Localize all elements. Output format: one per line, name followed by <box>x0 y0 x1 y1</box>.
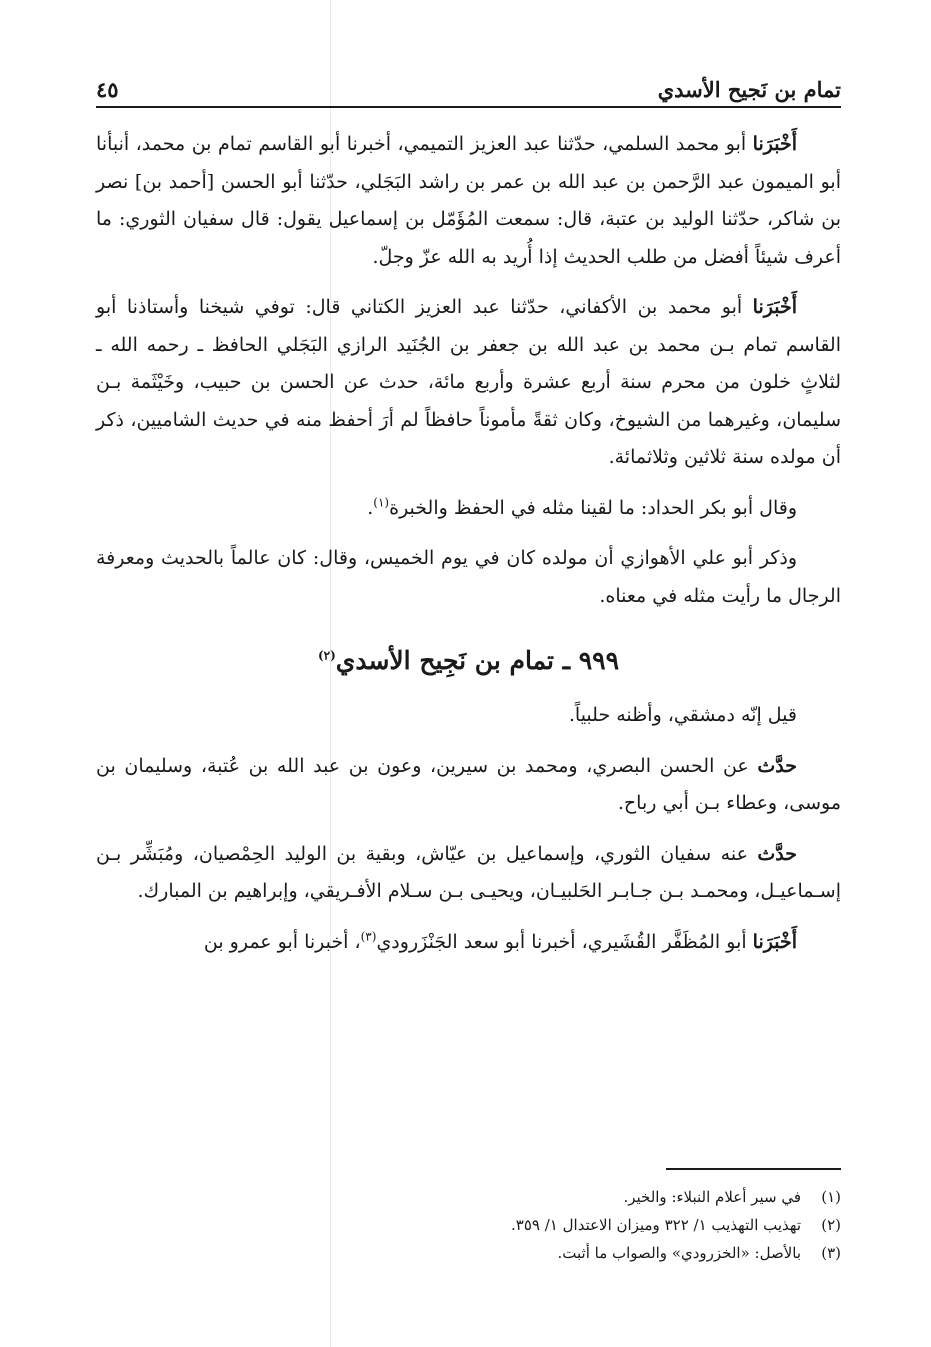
footnote <box>96 1183 841 1211</box>
paragraph-text: أبو المُظَفَّر القُشَيري، أخبرنا أبو سعد الجَنْزَرودي <box>376 930 753 953</box>
footnote-text: تهذيب التهذيب ١/ ٣٢٢ وميزان الاعتدال ١/ ٣٥٩. <box>511 1216 801 1234</box>
footnote-marker[interactable]: (١) <box>373 495 390 510</box>
main-text <box>96 126 841 974</box>
footnote-number: (١) <box>821 1188 841 1206</box>
paragraph <box>96 289 841 477</box>
paragraph <box>96 697 841 735</box>
running-title: تمام بن نَجيح الأسدي <box>657 77 841 102</box>
paragraph-text: وقال أبو بكر الحداد: ما لقينا مثله في الحفظ والخبرة <box>389 496 797 519</box>
footnote-number: (٢) <box>821 1216 841 1234</box>
paragraph-text: قيل إنّه دمشقي، وأظنه حلبياً. <box>568 704 797 726</box>
footnote-text: في سير أعلام النبلاء: والخير. <box>623 1188 801 1206</box>
footnotes <box>96 1183 841 1267</box>
paragraph-text: أبو محمد بن الأكفاني، حدّثنا عبد العزيز الكتاني قال: توفي شيخنا وأستاذنا أبو القاسم تمام بـن محمد بن عبد الله بن جعفر بن الجُنَيد الرازي البَجَلي الحافظ ـ رحمه الله ـ لثلاثٍ خلون من محرم سنة أربع عشرة وأربع مائة، حدث عن الحسن بن حبيب، وخَيْثَمة بـن سليمان، وغيرهما من الشيوخ، وكان ثقةً مأموناً حافظاً لم أرَ أحفظ منه في حديث الشاميين، ذكر أن مولده سنة ثلاثين وثلاثمائة. <box>96 296 841 468</box>
paragraph <box>96 924 841 962</box>
paragraph <box>96 126 841 276</box>
page-number: ٤٥ <box>96 77 119 102</box>
paragraph-text: عنه سفيان الثوري، وإسماعيل بن عيّاش، وبقية بن الوليد الحِمْصيان، ومُبَشِّر بـن إسـماعيـل، ومحمـد بـن جـابـر الحَلبيـان، ويحيـى بـن سـلام الأفـريقي، وإبراهيم بن المبارك. <box>96 842 841 902</box>
header-rule <box>96 106 841 108</box>
footnote <box>96 1211 841 1239</box>
entry-heading-text: ٩٩٩ ـ تمام بن نَجِيح الأسدي <box>335 646 620 675</box>
paragraph <box>96 748 841 823</box>
footnote-text: بالأصل: «الخزرودي» والصواب ما أثبت. <box>557 1244 801 1262</box>
paragraph-text: أبو محمد السلمي، حدّثنا عبد العزيز التميمي، أخبرنا أبو القاسم تمام بن محمد، أنبأنا أبو الميمون عبد الرَّحمن بن عبد الله بن عمر بن راشد البَجَلي، حدّثنا أبو الحسن [أحمد بن] نصر بن شاكر، حدّثنا الوليد بن عتبة، قال: سمعت المُؤَمّل بن إسماعيل يقول: قال سفيان الثوري: ما أعرف شيئاً أفضل من طلب الحديث إذا أُريد به الله عزّ وجلّ. <box>96 133 841 268</box>
paragraph <box>96 836 841 911</box>
footnote-rule <box>666 1168 841 1170</box>
paragraph-lead-word: أَخْبَرَنا <box>752 296 797 318</box>
paragraph-tail: . <box>367 496 374 519</box>
paragraph-lead-word: أَخْبَرَنا <box>752 930 797 953</box>
paragraph-tail: ، أخبرنا أبو عمرو بن <box>203 930 361 953</box>
paragraph-lead-word: حدَّث <box>757 842 797 865</box>
paragraph <box>96 490 841 528</box>
footnote <box>96 1239 841 1267</box>
paragraph-lead-word: حدَّث <box>757 754 797 777</box>
paragraph-text: وذكر أبو علي الأهوازي أن مولده كان في يوم الخميس، وقال: كان عالماً بالحديث ومعرفة الرجال ما رأيت مثله في معناه. <box>96 547 841 607</box>
running-head <box>96 58 841 102</box>
footnote-number: (٣) <box>821 1244 841 1262</box>
footnote-marker[interactable]: (٢) <box>317 648 336 663</box>
entry-heading <box>96 641 841 681</box>
footnote-marker[interactable]: (٣) <box>360 929 377 944</box>
paragraph-lead-word: أَخْبَرَنا <box>752 133 797 155</box>
paragraph-text: عن الحسن البصري، ومحمد بن سيرين، وعون بن عبد الله بن عُتبة، وسليمان بن موسى، وعطاء بـن أبي رباح. <box>96 754 841 814</box>
paragraph <box>96 540 841 615</box>
